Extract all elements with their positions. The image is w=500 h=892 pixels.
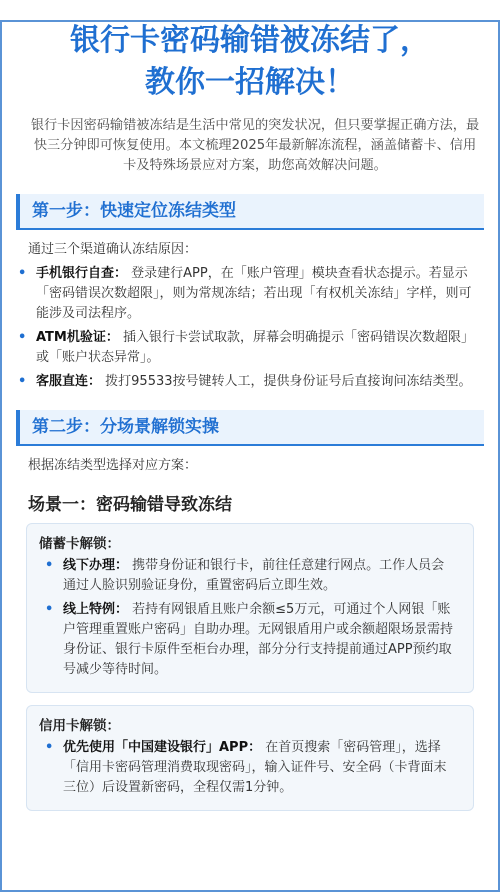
list-item — [45, 556, 457, 596]
item-text: 插入银行卡尝试取款，屏幕会明确提示「密码错误次数超限」或「账户状态异常」。 — [36, 330, 475, 365]
title-line-2: 教你一招解决！ — [145, 65, 355, 100]
step1-lead: 通过三个渠道确认冻结原因： — [28, 242, 198, 257]
bullet-icon: • — [45, 558, 54, 573]
step1-heading: 第一步：快速定位冻结类型 — [16, 194, 484, 228]
item-label: 优先使用「中国建设银行」APP： — [63, 740, 262, 755]
item-text: 在首页搜索「密码管理」，选择「信用卡密码管理消费取现密码」，输入证件号、安全码（卡背面末三位）后设置新密码，全程仅需1分钟。 — [63, 740, 447, 795]
bullet-icon: • — [18, 330, 27, 345]
list-item — [18, 372, 480, 392]
bullet-icon: • — [18, 266, 27, 281]
step1-list — [0, 264, 500, 392]
debit-list — [37, 556, 463, 680]
title-line-1: 银行卡密码输错被冻结了， — [70, 23, 430, 58]
list-item — [18, 264, 480, 324]
credit-title: 信用卡解锁： — [39, 718, 120, 734]
debit-title: 储蓄卡解锁： — [39, 536, 120, 552]
item-label: ATM机验证： — [36, 330, 119, 345]
item-text: 拨打95533按号键转人工，提供身份证号后直接询问冻结类型。 — [105, 374, 472, 389]
item-text: 登录建行APP，在「账户管理」模块查看状态提示。若显示「密码错误次数超限」，则为常规冻结；若出现「有权机关冻结」字样，则可能涉及司法程序。 — [36, 266, 472, 321]
bullet-icon: • — [45, 602, 54, 617]
list-item — [45, 738, 457, 798]
item-label: 线下办理： — [63, 558, 129, 573]
step2-heading: 第二步：分场景解锁实操 — [16, 410, 484, 444]
item-label: 手机银行自查： — [36, 266, 128, 281]
list-item — [45, 600, 457, 680]
item-label: 客服直连： — [36, 374, 102, 389]
item-text: 携带身份证和银行卡，前往任意建行网点。工作人员会通过人脸识别验证身份，重置密码后立即生效。 — [63, 558, 445, 593]
list-item — [18, 328, 480, 368]
item-text: 若持有网银盾且账户余额≤5万元，可通过个人网银「账户管理重置账户密码」自助办理。无网银盾用户或余额超限场景需持身份证、银行卡原件至柜台办理，部分分行支持提前通过APP预约取号减少等待时间。 — [63, 602, 454, 677]
step2-lead: 根据冻结类型选择对应方案： — [28, 458, 198, 473]
bullet-icon: • — [18, 374, 27, 389]
bullet-icon: • — [45, 740, 54, 755]
scene1-title: 场景一：密码输错导致冻结 — [28, 495, 232, 515]
credit-list — [37, 738, 463, 798]
item-label: 线上特例： — [63, 602, 129, 617]
intro-paragraph: 银行卡因密码输错被冻结是生活中常见的突发状况，但只要掌握正确方法，最快三分钟即可恢复使用。本文梳理2025年最新解冻流程，涵盖储蓄卡、信用卡及特殊场景应对方案，助您高效解决问题。 — [30, 118, 480, 173]
